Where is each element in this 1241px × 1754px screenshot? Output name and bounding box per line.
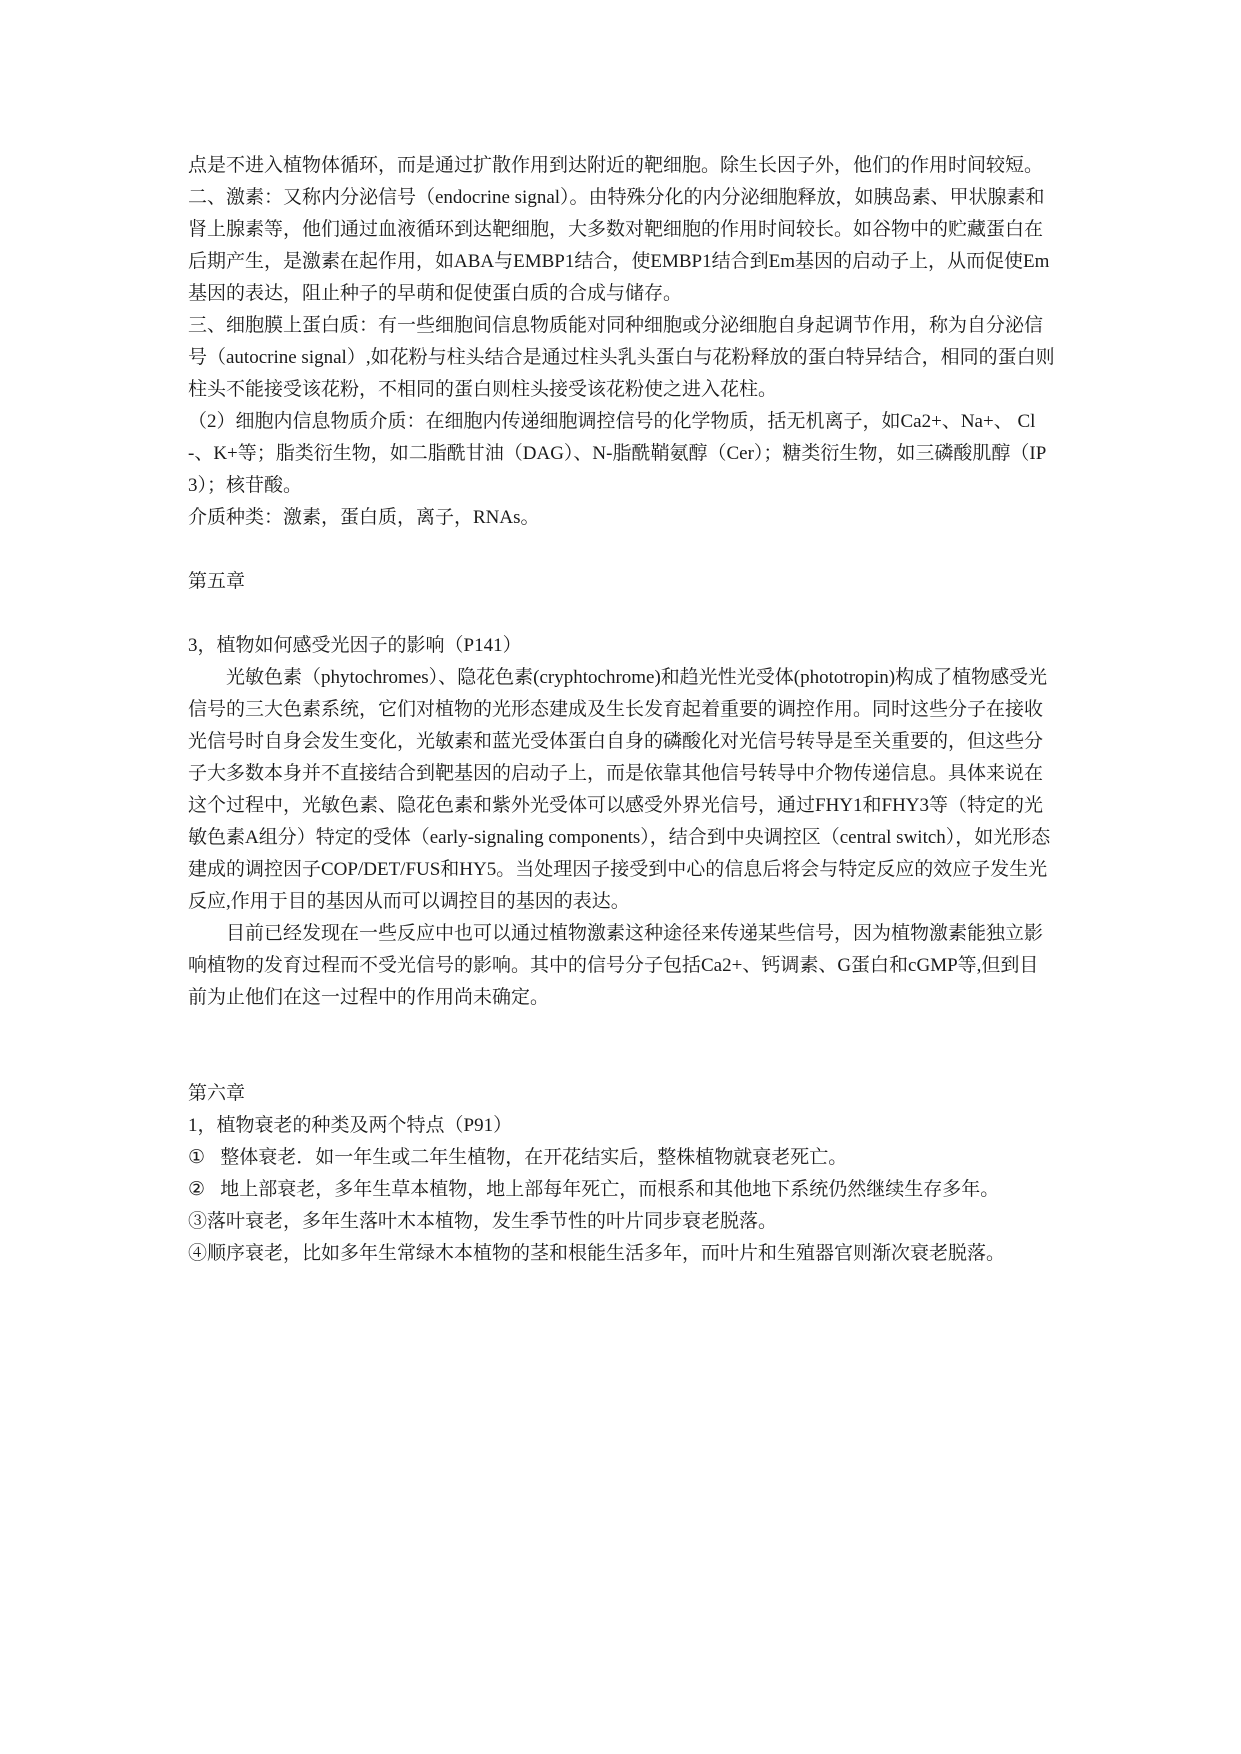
- chapter-six-question: 1，植物衰老的种类及两个特点（P91）: [188, 1115, 513, 1136]
- spacer: [188, 598, 1055, 630]
- paragraph-medium-types: 介质种类：激素，蛋白质，离子，RNAs。: [188, 507, 540, 528]
- paragraph-intracellular-messenger: （2）细胞内信息物质介质：在细胞内传递细胞调控信号的化学物质，括无机离子，如Ca2+、Na+、 Cl-、K+等；脂类衍生物，如二脂酰甘油（DAG）、N-脂酰鞘氨醇（Cer）；糖类衍生物，如三磷酸肌醇（IP3）；核苷酸。: [188, 411, 1047, 496]
- paragraph-light-receptors: 光敏色素（phytochromes）、隐花色素(cryphtochrome)和趋光性光受体(phototropin)构成了植物感受光信号的三大色素系统，它们对植物的光形态建成及生长发育起着重要的调控作用。同时这些分子在接收光信号时自身会发生变化，光敏素和蓝光受体蛋白自身的磷酸化对光信号转导是至关重要的，但这些分子大多数本身并不直接结合到靶基因的启动子上，而是依靠其他信号转导中介物传递信息。具体来说在这个过程中，光敏色素、隐花色素和紫外光受体可以感受外界光信号，通过FHY1和FHY3等（特定的光敏色素A组分）特定的受体（early-signaling components），结合到中央调控区（central switch），如光形态建成的调控因子COP/DET/FUS和HY5。当处理因子接受到中心的信息后将会与特定反应的效应子发生光反应,作用于目的基因从而可以调控目的基因的表达。: [188, 667, 1051, 912]
- list-item-shoot-senescence: [188, 1174, 1055, 1206]
- list-item-text: 地上部衰老，多年生草本植物，地上部每年死亡，而根系和其他地下系统仍然继续生存多年。: [220, 1179, 1000, 1200]
- paragraph-membrane-protein: 三、细胞膜上蛋白质：有一些细胞间信息物质能对同种细胞或分泌细胞自身起调节作用，称为自分泌信号（autocrine signal）,如花粉与柱头结合是通过柱头乳头蛋白与花粉释放的蛋白特异结合，相同的蛋白则柱头不能接受该花粉，不相同的蛋白则柱头接受该花粉使之进入花柱。: [188, 315, 1055, 400]
- chapter-six-heading: 第六章: [188, 1083, 246, 1104]
- list-item-whole-senescence: [188, 1142, 1055, 1174]
- paragraph-plant-hormones: 目前已经发现在一些反应中也可以通过植物激素这种途径来传递某些信号，因为植物激素能独立影响植物的发育过程而不受光信号的影响。其中的信号分子包括Ca2+、钙调素、G蛋白和cGMP等,但到目前为止他们在这一过程中的作用尚未确定。: [188, 923, 1044, 1008]
- spacer: [188, 534, 1055, 566]
- list-item-leaf-senescence: ③落叶衰老，多年生落叶木本植物，发生季节性的叶片同步衰老脱落。: [188, 1211, 778, 1232]
- paragraph-hormone-signal: 二、激素：又称内分泌信号（endocrine signal）。由特殊分化的内分泌细胞释放，如胰岛素、甲状腺素和肾上腺素等，他们通过血液循环到达靶细胞，大多数对靶细胞的作用时间较长。如谷物中的贮藏蛋白在后期产生，是激素在起作用，如ABA与EMBP1结合，使EMBP1结合到Em基因的启动子上，从而促使Em基因的表达，阻止种子的早萌和促使蛋白质的合成与储存。: [188, 187, 1050, 304]
- document-page: [188, 150, 1055, 1270]
- chapter-five-heading: 第五章: [188, 571, 246, 592]
- list-item-text: 整体衰老．如一年生或二年生植物，在开花结实后，整株植物就衰老死亡。: [220, 1147, 848, 1168]
- spacer: [188, 1014, 1055, 1078]
- list-item-sequential-senescence: ④顺序衰老，比如多年生常绿木本植物的茎和根能生活多年，而叶片和生殖器官则渐次衰老脱落。: [188, 1243, 1006, 1264]
- paragraph-growth-factor-end: 点是不进入植物体循环，而是通过扩散作用到达附近的靶细胞。除生长因子外，他们的作用时间较短。: [188, 155, 1044, 176]
- list-item-number: ①: [188, 1147, 206, 1168]
- chapter-five-question: 3，植物如何感受光因子的影响（P141）: [188, 635, 522, 656]
- list-item-number: ②: [188, 1179, 206, 1200]
